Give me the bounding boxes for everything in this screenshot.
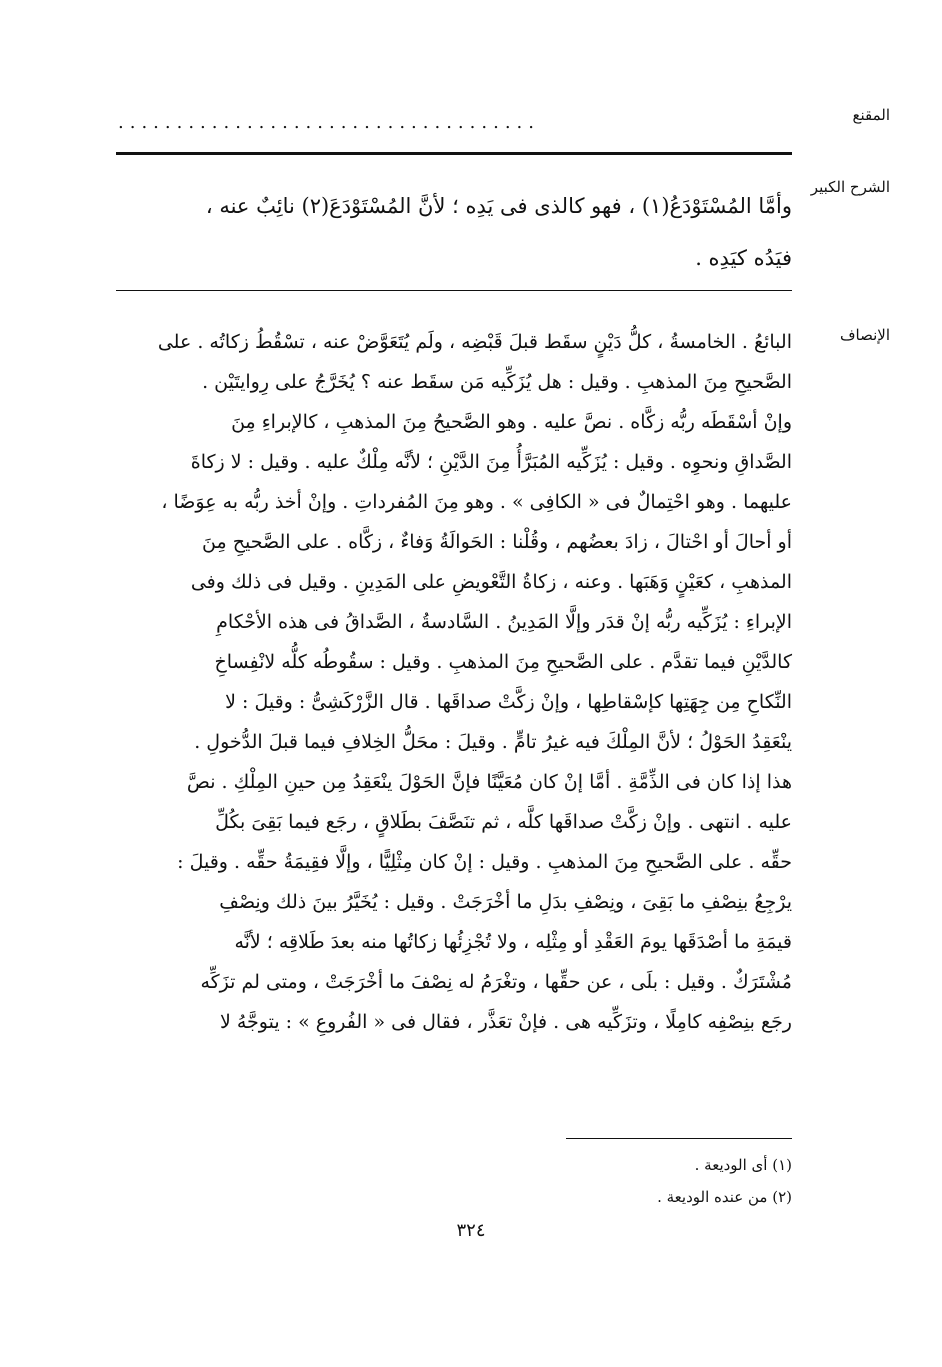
section-rule [116, 290, 792, 291]
text-line: وأمَّا المُسْتَوْدَعُ(١) ، فهو كالذى فى يَدِه ؛ لأنَّ المُسْتَوْدَعَ(٢) نائِبٌ عنه ، [205, 194, 792, 218]
text-line: عليه . انتهى . وإنْ زكَّتْ صداقَها كلَّه ، ثم تنَصَّفَ بطَلاقٍ ، رجَع فيما بَقِىَ بكُلِّ [215, 811, 792, 833]
text-line: قيمَةِ ما أصْدَقَها يومَ العَقْدِ أو مِثْلِه ، ولا تُجْزِئُها زكاتُها منه بعدَ طَلاقِه ؛ لأنَّه [234, 931, 792, 953]
text-line: أو أحالَ أو احْتالَ ، زادَ بعضُهم ، وقُلْنا : الحَوالَةُ وَفاءٌ ، زكَّاه . على الصَّحيحِ مِنَ [202, 531, 792, 553]
text-line: رجَع بنِصْفِه كامِلًا ، وتزَكِّيه هى . فإنْ تعَذَّر ، فقال فى « الفُروعِ » : يتوجَّهُ لا [220, 1011, 792, 1033]
text-line: البائعُ . الخامسةُ ، كلُّ دَيْنٍ سقَط قبلَ قَبْضِه ، ولَم يُتَعَوَّضْ عنه ، تسْقُطُ زكاتُه . على [157, 331, 792, 353]
text-line: الصَّحيحِ مِنَ المذهبِ . وقيل : هل يُزَكِّيه مَن سقَط عنه ؟ يُخَرَّجُ على رِوايتَيْن . [202, 371, 792, 393]
header-dots: .................................... [118, 112, 540, 133]
text-line: فيَدُه كيَدِه . [695, 246, 792, 270]
text-line: وإنْ أسْقَطَه ربُّه زكَّاه . نصَّ عليه . وهو الصَّحيحُ مِنَ المذهبِ ، كالإبراءِ مِنَ [231, 411, 792, 433]
text-line: حقِّه . على الصَّحيحِ مِنَ المذهبِ . وقيل : إنْ كان مِثْلِيًّا ، وإلَّا فقِيمَةُ حقِّه . وقيلَ : [177, 851, 792, 873]
sharh-text [114, 180, 792, 284]
text-line: ينْعَقِدُ الحَوْلُ ؛ لأنَّ المِلْكَ فيه غيرُ تامٍّ . وقيلَ : محَلُّ الخِلافِ فيما قبلَ الدُّخولِ . [194, 731, 792, 753]
text-line: مُشْتَرَكٌ . وقيل : بلَى ، عن حقِّها ، وتغْرَمُ له نِصْفَ ما أخْرَجَتْ ، ومتى لم تزَكِّه [200, 971, 792, 993]
text-line: الإبراءِ : يُزَكِّيه ربُّه إنْ قدَر وإلَّا المَدِينُ . السَّادسةُ ، الصَّداقُ فى هذه الأحْكامِ [216, 611, 792, 633]
text-line: عليهما . وهو احْتِمالٌ فى « الكافِى » . وهو مِنَ المُفرداتِ . وإنْ أخذ ربُّه به عِوَضًا ، [161, 491, 792, 513]
insaf-text [114, 322, 792, 1042]
page-number: ٣٢٤ [456, 1220, 486, 1241]
text-line: المذهبِ ، كعَيْنٍ وَهَبَها . وعنه ، زكاةُ التَّعْويضِ على المَدِينِ . وقيل فى ذلك وفى [190, 571, 792, 593]
footnote-2: (٢) من عنده الوديعة . [657, 1188, 792, 1206]
footnote-1: (١) أى الوديعة . [694, 1156, 792, 1174]
sharh-label: الشرح الكبير [810, 178, 890, 196]
footnote-rule [566, 1138, 792, 1139]
header-rule [116, 152, 792, 155]
text-line: هذا إذا كان فى الذِّمَّةِ . أمَّا إنْ كان مُعَيَّنًا فإنَّ الحَوْلَ ينْعَقِدُ مِن حينِ المِلْكِ . نصَّ [186, 771, 792, 793]
text-line: الصَّداقِ ونحوِه . وقيل : يُزَكِّيه المُبَرَّأُ مِنَ الدَّيْنِ ؛ لأنَّه مِلْكٌ عليه . وقيل : لا زكاةَ [190, 451, 792, 473]
book-title: المقنع [852, 106, 890, 124]
text-line: النِّكاحِ مِن جِهَتِها كإسْقاطِها ، وإنْ زكَّتْ صداقَها . قال الزَّرْكَشِىُّ : وقيلَ : لا [225, 691, 792, 713]
text-line: كالدَّيْنِ فيما تقدَّم . على الصَّحيحِ مِنَ المذهبِ . وقيل : سقُوطُه كلُّه لانْفِساخِ [214, 651, 792, 673]
insaf-label: الإنصاف [839, 326, 890, 344]
text-line: يرْجِعُ بنِصْفِ ما بَقِىَ ، ونِصْفِ بدَلِ ما أخْرَجَتْ . وقيل : يُخَيَّرُ بينَ ذلك ونِصْفِ [219, 891, 792, 913]
